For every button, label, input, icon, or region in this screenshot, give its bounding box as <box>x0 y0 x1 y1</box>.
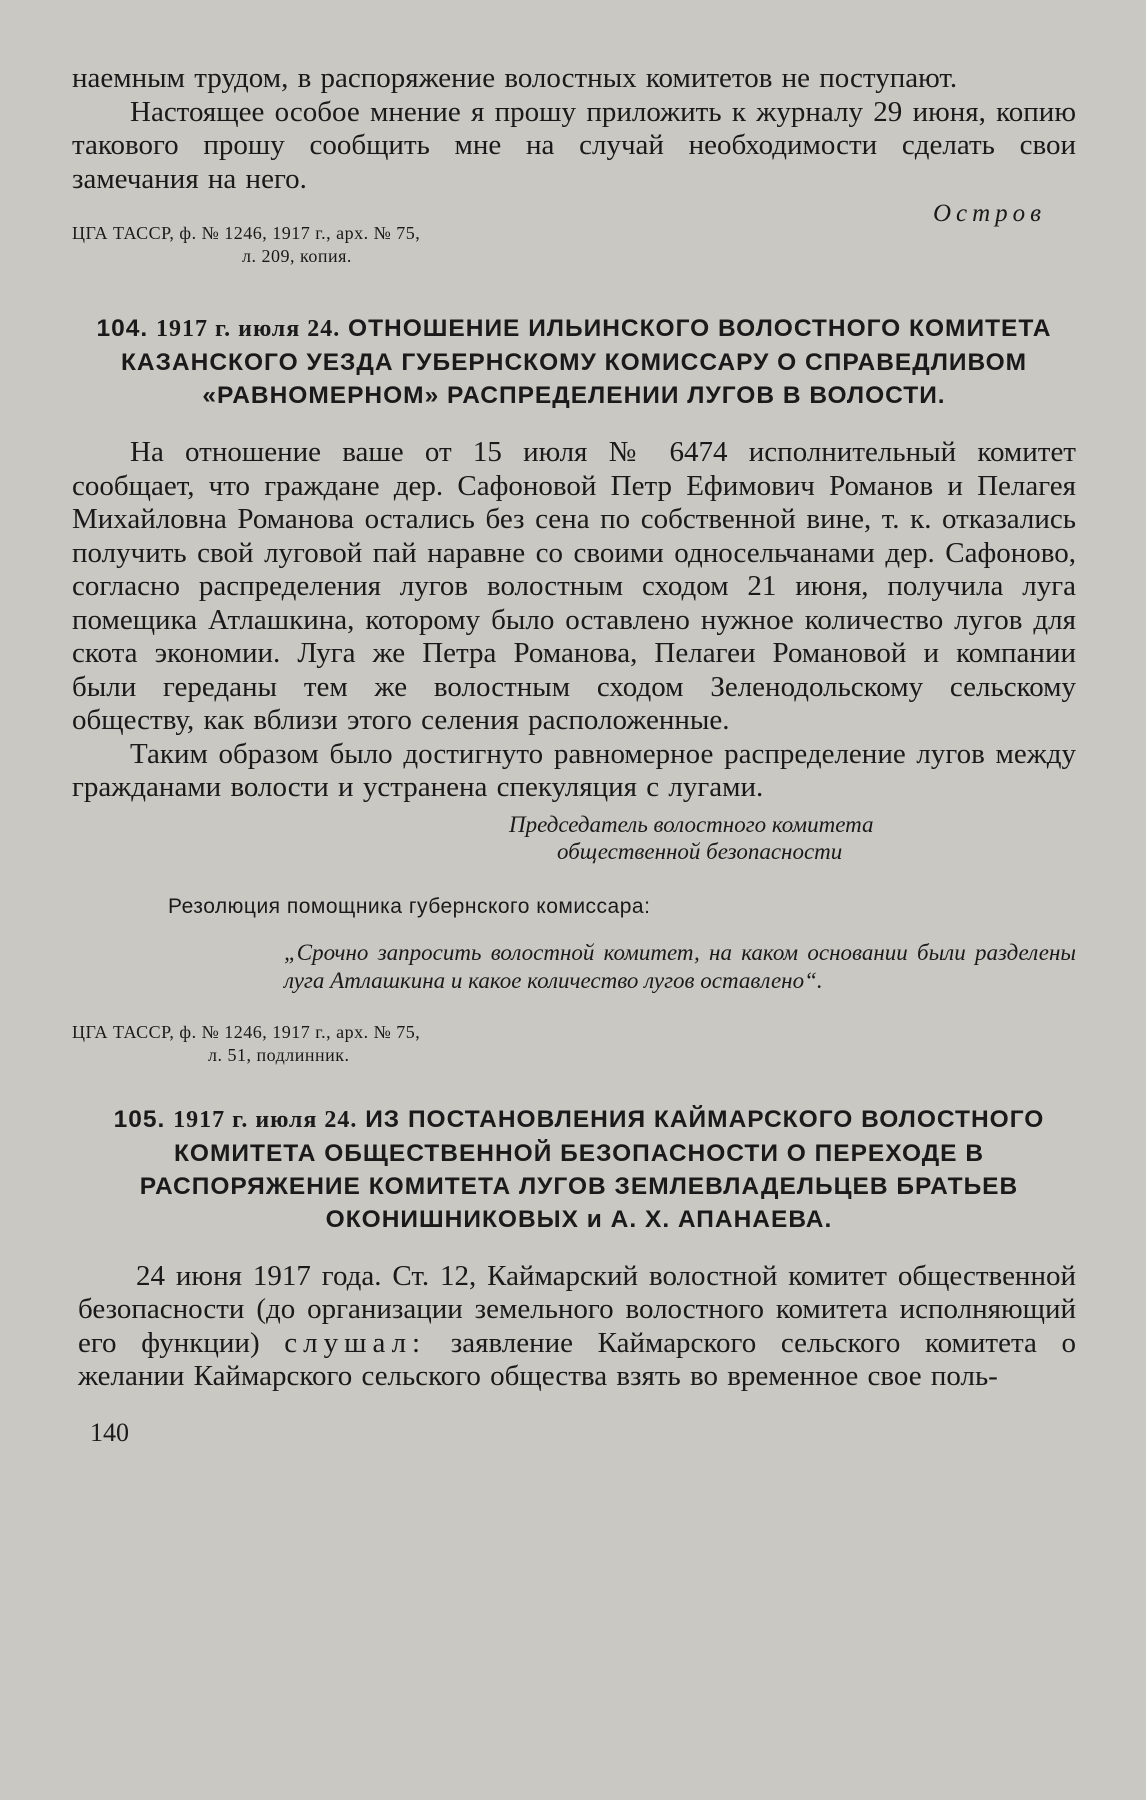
doc104-archive-reference <box>72 1021 1076 1067</box>
doc105-text-part-1: 24 июня 1917 года. Ст. 12, Каймарский волостной комитет общественной безопасности (до организации земельного волостного комитета исполняющий его функции) <box>78 1259 1076 1359</box>
doc105-date: 1917 г. июля 24. <box>173 1106 358 1133</box>
doc105-spaced-word: слушал: <box>284 1326 427 1359</box>
doc105-paragraph-1 <box>72 1260 1076 1394</box>
doc103-signature: Остров <box>932 200 1046 227</box>
doc104-paragraph-2: Таким образом было достигнуто равномерное распределение лугов между гражданами волости и устранена спекуляция с лугами. <box>72 737 1076 803</box>
page-number: 140 <box>90 1417 129 1447</box>
doc103-archive-reference <box>72 222 1076 268</box>
doc104-heading <box>72 312 1076 412</box>
archive-line-1: ЦГА ТАССР, ф. № 1246, 1917 г., арх. № 75, <box>72 223 421 243</box>
doc104-date: 1917 г. июля 24. <box>155 316 341 342</box>
doc105-title: ИЗ ПОСТАНОВЛЕНИЯ КАЙМАРСКОГО ВОЛОСТНОГО КОМИТЕТА ОБЩЕСТВЕННОЙ БЕЗОПАСНОСТИ О ПЕРЕХОДЕ В РАСПОРЯЖЕНИЕ КОМИТЕТА ЛУГОВ ЗЕМЛЕВЛАДЕЛЬЦЕВ БРАТЬЕВ ОКОНИШНИКОВЫХ и А. Х. АПАНАЕВА. <box>139 1105 1045 1233</box>
doc105-number: 105. <box>113 1105 166 1133</box>
archive-line-1: ЦГА ТАССР, ф. № 1246, 1917 г., арх. № 75, <box>72 1021 421 1042</box>
signature-line-2: общественной безопасности <box>557 838 843 864</box>
doc105-heading <box>72 1103 1076 1236</box>
doc103-paragraph-1: наемным трудом, в распоряжение волостных комитетов не поступают. <box>72 62 958 94</box>
archive-line-2: л. 209, копия. <box>242 246 352 266</box>
signature-line-1: Председатель волостного комитета <box>509 811 874 837</box>
resolution-label: Резолюция помощника губернского комиссара: <box>168 894 651 918</box>
doc104-signature <box>72 811 1076 865</box>
doc103-paragraph-2: Настоящее особое мнение я прошу приложить к журналу 29 июня, копию такового прошу сообщить мне на случай необходимости сделать свои замечания на него. <box>72 95 1076 195</box>
doc105-text-part-2: заявление Каймарского сельского комитета о желании Каймарского сельского общества взять во временное свое поль- <box>78 1326 1077 1392</box>
doc104-paragraph-1: На отношение ваше от 15 июля № 6474 исполнительный комитет сообщает, что граждане дер. Сафоновой Петр Ефимович Романов и Пелагея Михайловна Романова остались без сена по собственной вине, т. к. отказались получить свой луговой пай наравне со своими односельчанами дер. Сафоново, согласно распределения лугов волостным сходом 21 июня, получила луга помещика Атлашкина, которому было оставлено нужное количество лугов для скота экономии. Луга же Петра Романова, Пелагеи Романовой и компании были гереданы тем же волостным сходом Зеленодольскому сельскому обществу, как вблизи этого селения расположенные. <box>72 436 1076 736</box>
resolution-text: „Срочно запросить волостной комитет, на каком основании были разделены луга Атлашкина и какое количество лугов оставлено“. <box>284 939 1076 993</box>
doc104-number: 104. <box>96 315 149 342</box>
archive-line-2: л. 51, подлинник. <box>208 1044 350 1065</box>
doc104-title: ОТНОШЕНИЕ ИЛЬИНСКОГО ВОЛОСТНОГО КОМИТЕТА КАЗАНСКОГО УЕЗДА ГУБЕРНСКОМУ КОМИССАРУ О СПРАВЕДЛИВОМ «РАВНОМЕРНОМ» РАСПРЕДЕЛЕНИИ ЛУГОВ В ВОЛОСТИ. <box>120 315 1052 409</box>
